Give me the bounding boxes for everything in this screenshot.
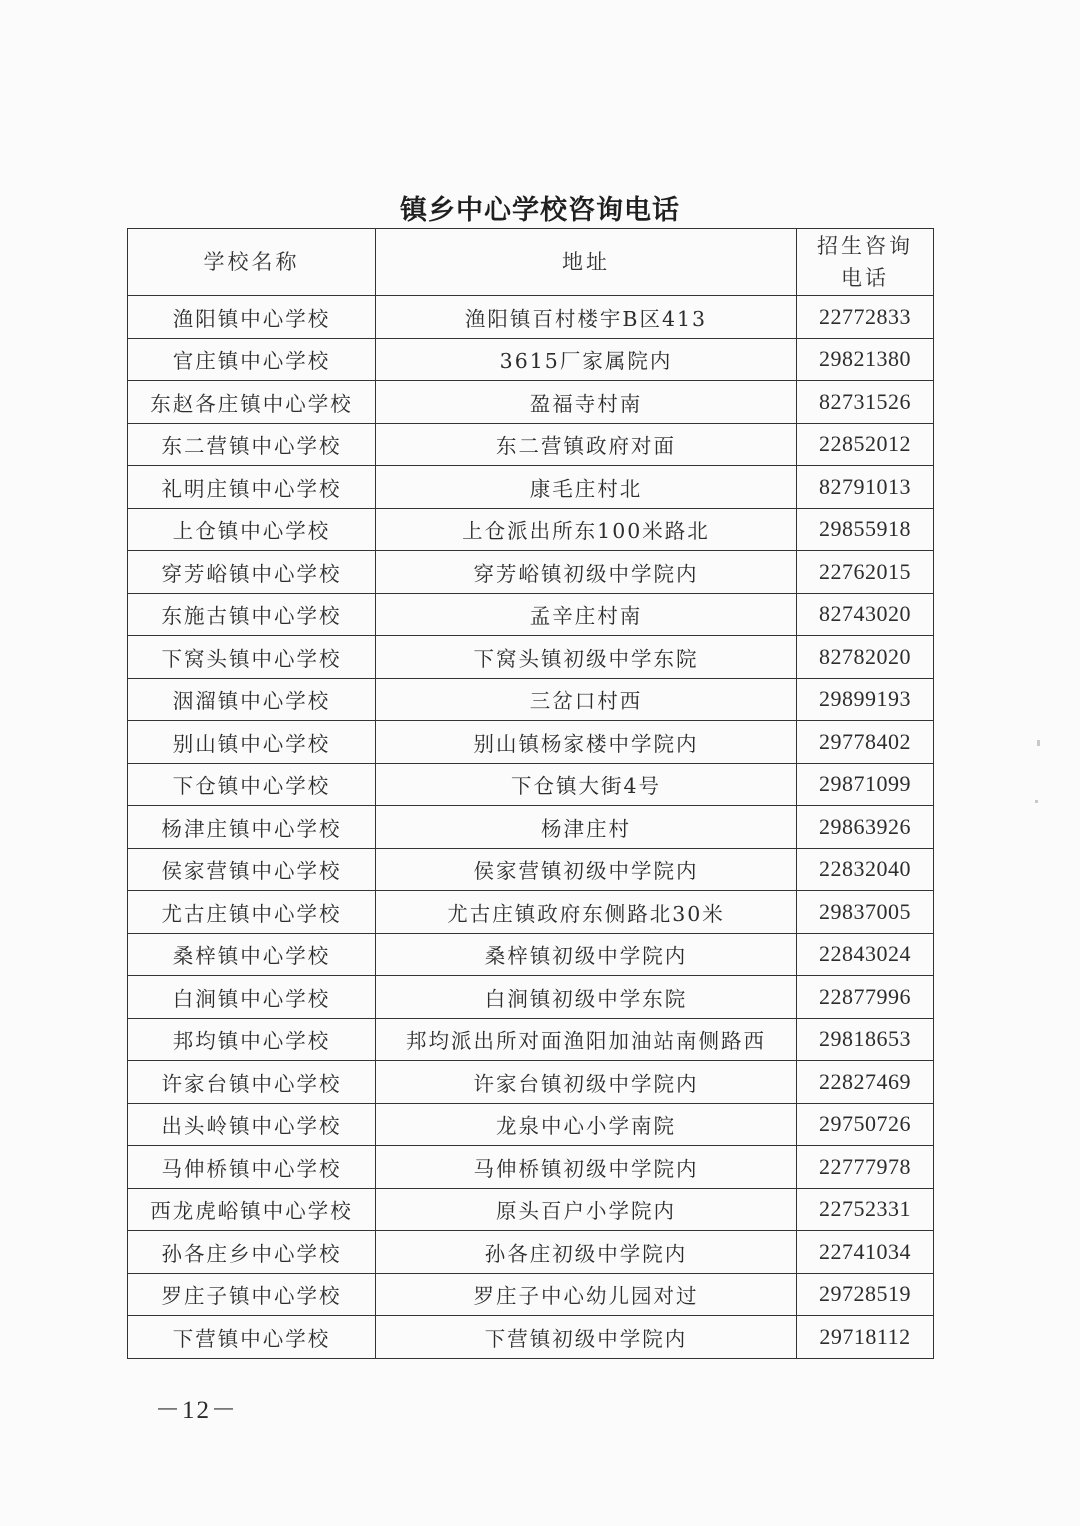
- cell-address: 罗庄子中心幼儿园对过: [376, 1273, 797, 1316]
- cell-school-name: 东二营镇中心学校: [128, 423, 376, 466]
- cell-school-name: 白涧镇中心学校: [128, 976, 376, 1019]
- cell-phone: 29728519: [797, 1273, 934, 1316]
- cell-school-name: 杨津庄镇中心学校: [128, 806, 376, 849]
- cell-address: 桑梓镇初级中学院内: [376, 933, 797, 976]
- cell-school-name: 桑梓镇中心学校: [128, 933, 376, 976]
- table-row: [128, 678, 934, 721]
- cell-phone: 29855918: [797, 508, 934, 551]
- page-number: －12－: [155, 1397, 239, 1424]
- cell-address: 康毛庄村北: [376, 466, 797, 509]
- table-row: [128, 423, 934, 466]
- cell-address: 3615厂家属院内: [376, 338, 797, 381]
- cell-school-name: 官庄镇中心学校: [128, 338, 376, 381]
- cell-phone: 82731526: [797, 381, 934, 424]
- cell-phone: 22752331: [797, 1188, 934, 1231]
- cell-school-name: 孙各庄乡中心学校: [128, 1231, 376, 1274]
- header-address: 地址: [376, 229, 797, 296]
- cell-address: 尤古庄镇政府东侧路北30米: [376, 891, 797, 934]
- cell-school-name: 尤古庄镇中心学校: [128, 891, 376, 934]
- table-row: [128, 1273, 934, 1316]
- cell-address: 许家台镇初级中学院内: [376, 1061, 797, 1104]
- cell-phone: 22772833: [797, 296, 934, 339]
- cell-address: 孙各庄初级中学院内: [376, 1231, 797, 1274]
- table-header-row: [128, 229, 934, 296]
- cell-address: 下窝头镇初级中学东院: [376, 636, 797, 679]
- cell-phone: 22827469: [797, 1061, 934, 1104]
- header-phone-line1: 招生咨询: [817, 234, 913, 258]
- cell-phone: 82743020: [797, 593, 934, 636]
- cell-phone: 22832040: [797, 848, 934, 891]
- cell-phone: 29871099: [797, 763, 934, 806]
- cell-phone: 82782020: [797, 636, 934, 679]
- cell-phone: 29899193: [797, 678, 934, 721]
- table-row: [128, 508, 934, 551]
- cell-school-name: 下窝头镇中心学校: [128, 636, 376, 679]
- cell-school-name: 马伸桥镇中心学校: [128, 1146, 376, 1189]
- table-row: [128, 806, 934, 849]
- header-school-name: 学校名称: [128, 229, 376, 296]
- cell-address: 杨津庄村: [376, 806, 797, 849]
- page-title: 镇乡中心学校咨询电话: [400, 195, 680, 226]
- cell-school-name: 渔阳镇中心学校: [128, 296, 376, 339]
- cell-address: 三岔口村西: [376, 678, 797, 721]
- table-row: [128, 296, 934, 339]
- school-contact-table: [127, 228, 934, 1359]
- table-row: [128, 1103, 934, 1146]
- cell-phone: 29821380: [797, 338, 934, 381]
- cell-address: 别山镇杨家楼中学院内: [376, 721, 797, 764]
- scan-speck: [1035, 800, 1038, 803]
- cell-address: 上仓派出所东100米路北: [376, 508, 797, 551]
- cell-address: 龙泉中心小学南院: [376, 1103, 797, 1146]
- cell-address: 渔阳镇百村楼宇B区413: [376, 296, 797, 339]
- cell-school-name: 邦均镇中心学校: [128, 1018, 376, 1061]
- table-row: [128, 891, 934, 934]
- cell-phone: 22877996: [797, 976, 934, 1019]
- table-row: [128, 763, 934, 806]
- cell-phone: 22762015: [797, 551, 934, 594]
- scan-speck: [1037, 740, 1040, 746]
- table-row: [128, 1316, 934, 1359]
- cell-address: 邦均派出所对面渔阳加油站南侧路西: [376, 1018, 797, 1061]
- table-row: [128, 1188, 934, 1231]
- table-row: [128, 466, 934, 509]
- header-phone-line2: 电话: [841, 266, 889, 290]
- cell-school-name: 上仓镇中心学校: [128, 508, 376, 551]
- header-phone: [797, 229, 934, 296]
- table-row: [128, 933, 934, 976]
- cell-address: 下仓镇大街4号: [376, 763, 797, 806]
- table-row: [128, 721, 934, 764]
- cell-address: 盈福寺村南: [376, 381, 797, 424]
- cell-school-name: 洇溜镇中心学校: [128, 678, 376, 721]
- cell-school-name: 侯家营镇中心学校: [128, 848, 376, 891]
- table-row: [128, 636, 934, 679]
- cell-school-name: 出头岭镇中心学校: [128, 1103, 376, 1146]
- cell-phone: 82791013: [797, 466, 934, 509]
- cell-phone: 29750726: [797, 1103, 934, 1146]
- table-row: [128, 1146, 934, 1189]
- cell-school-name: 下营镇中心学校: [128, 1316, 376, 1359]
- cell-school-name: 罗庄子镇中心学校: [128, 1273, 376, 1316]
- cell-address: 孟辛庄村南: [376, 593, 797, 636]
- cell-address: 下营镇初级中学院内: [376, 1316, 797, 1359]
- cell-phone: 22741034: [797, 1231, 934, 1274]
- cell-address: 白涧镇初级中学东院: [376, 976, 797, 1019]
- cell-address: 穿芳峪镇初级中学院内: [376, 551, 797, 594]
- cell-address: 侯家营镇初级中学院内: [376, 848, 797, 891]
- table-row: [128, 381, 934, 424]
- cell-school-name: 东赵各庄镇中心学校: [128, 381, 376, 424]
- table-row: [128, 976, 934, 1019]
- cell-phone: 29837005: [797, 891, 934, 934]
- table-row: [128, 551, 934, 594]
- table-row: [128, 1018, 934, 1061]
- cell-phone: 29778402: [797, 721, 934, 764]
- cell-address: 原头百户小学院内: [376, 1188, 797, 1231]
- cell-school-name: 穿芳峪镇中心学校: [128, 551, 376, 594]
- cell-phone: 29718112: [797, 1316, 934, 1359]
- cell-address: 马伸桥镇初级中学院内: [376, 1146, 797, 1189]
- cell-school-name: 别山镇中心学校: [128, 721, 376, 764]
- cell-address: 东二营镇政府对面: [376, 423, 797, 466]
- table-row: [128, 593, 934, 636]
- table-row: [128, 848, 934, 891]
- cell-phone: 22852012: [797, 423, 934, 466]
- table-row: [128, 1231, 934, 1274]
- table-row: [128, 338, 934, 381]
- cell-phone: 29818653: [797, 1018, 934, 1061]
- cell-school-name: 东施古镇中心学校: [128, 593, 376, 636]
- cell-phone: 22777978: [797, 1146, 934, 1189]
- cell-school-name: 礼明庄镇中心学校: [128, 466, 376, 509]
- table-row: [128, 1061, 934, 1104]
- cell-school-name: 许家台镇中心学校: [128, 1061, 376, 1104]
- cell-phone: 22843024: [797, 933, 934, 976]
- cell-school-name: 西龙虎峪镇中心学校: [128, 1188, 376, 1231]
- cell-phone: 29863926: [797, 806, 934, 849]
- cell-school-name: 下仓镇中心学校: [128, 763, 376, 806]
